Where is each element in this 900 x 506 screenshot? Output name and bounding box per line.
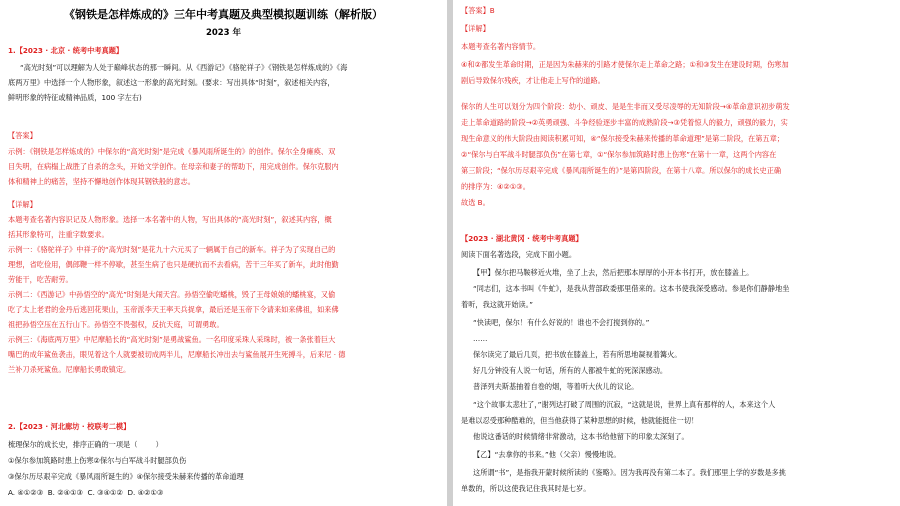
detail-line: 的排序为：④②①③。 (461, 182, 530, 191)
q3-line: 单数的，所以这使我记住我其时是七岁。 (461, 484, 591, 493)
q3-line: 这所谓“书”，是指我开蒙时候所读的《鉴略》。因为我再没有第二本了。我们那里上学的岁数是多挑 (473, 468, 786, 477)
q2-line: ③保尔历尽艰辛完成《暴风雨所诞生的》④保尔接受朱赫来传播的革命道理 (8, 472, 244, 481)
answer-line: 体和精神上的痛苦，坚持不懈地创作体现其钢铁般的意志。 (8, 177, 195, 186)
left-page (0, 0, 447, 506)
detail-label: 【详解】 (8, 200, 37, 209)
detail-line: 走上革命道路的阶段→②英勇顽强、斗争经验逐步丰富的成熟阶段→③凭着惊人的毅力，顽强的毅力，实 (461, 118, 788, 127)
q3-line: 着听，我这就开始读。” (461, 300, 533, 309)
q1-line: “高光时刻”可以理解为人处于巅峰状态的那一瞬间。从《西游记》《骆驼祥子》《钢铁是怎样炼成的》《海 (20, 63, 348, 72)
detail-line: 理想，省吃俭用，偶郎鞭一样不停歇，甚至生病了也只是硬抗而不去看病，苦干三年买了新车，此时他勤 (8, 260, 339, 269)
detail-line: 剧后导致保尔残疾，才让他走上写作的道路。 (461, 76, 605, 85)
detail-line: 示例二：《西游记》中孙悟空的“高光”时刻是大闹天宫。孙悟空偷吃蟠桃，毁了王母娘娘的蟠桃宴，又偷 (8, 290, 336, 299)
detail-line: 第三阶段；“保尔历尽艰辛完成《暴风雨所诞生的》”是第四阶段，在第十八章。所以保尔的成长史正确 (461, 166, 782, 175)
q2-heading: 2.【2023 · 河北廊坊 · 校联考二模】 (8, 422, 131, 431)
q3-heading: 【2023 · 湖北黄冈 · 统考中考真题】 (461, 234, 583, 243)
q3-passage-yi: 【乙】“去拿你的书来。”他（父亲）慢慢地说。 (473, 450, 621, 459)
detail-line: 故选 B。 (461, 198, 490, 207)
q1-line: 底两万里》中选择一个人物形象，叙述这一形象的高光时刻。(要求：写出具体“时刻”，叙述相关内容， (8, 78, 335, 87)
q2-options: A. ④①②③ B. ②④①③ C. ③④①② D. ④②①③ (8, 488, 164, 497)
detail-line: ②“保尔与白军战斗时腿部负伤”在第七章，①“保尔参加筑路时患上伤寒”在第十一章，这两个内容在 (461, 150, 777, 159)
detail-line: 现生命意义的伟大阶段由阅读积累可知，④“保尔接受朱赫来传播的革命道理”是第二阶段，在第五章； (461, 134, 784, 143)
q3-intro: 阅读下面名著选段，完成下面小题。 (461, 250, 577, 259)
q3-line: 他说这番话的时候情绪非常激动，这本书给他留下的印象太深刻了。 (473, 432, 689, 441)
q2-line: ①保尔参加筑路时患上伤寒②保尔与白军战斗时腿部负伤 (8, 456, 187, 465)
q3-line: “这个故事太悲壮了，”谢列达打破了周围的沉寂，“这就是说，世界上真有那样的人，本来这个人 (473, 400, 776, 409)
answer-label: 【答案】B (461, 6, 495, 15)
detail-line: 保尔的人生可以划分为四个阶段：幼小、顽皮、是是生非而又受尽凌辱的无知阶段→④革命意识初步萌发 (461, 102, 790, 111)
detail-label: 【详解】 (461, 24, 490, 33)
right-page (453, 0, 900, 506)
detail-line: 示例三：《海底两万里》中尼摩船长的“高光时刻”是勇战鲨鱼。一名印度采珠人采珠时，被一条张着巨大 (8, 335, 336, 344)
detail-line: 兰补刀杀死鲨鱼。尼摩船长勇敢镇定。 (8, 365, 131, 374)
q3-line: “快读吧，保尔！有什么好说的！谁也不会打搅到你的。” (473, 318, 650, 327)
q1-line: 鲜明形象的特征或精神品质，100 字左右) (8, 93, 142, 102)
q3-passage-jia: 【甲】保尔把马鞍移近火堆，坐了上去，然后把那本厚厚的小开本书打开，放在膝盖上。 (473, 268, 754, 277)
q2-line: 梳理保尔的成长史，排序正确的一项是（ ） (8, 440, 163, 449)
document-title: 《钢铁是怎样炼成的》三年中考真题及典型模拟题训练（解析版） (64, 8, 383, 21)
q3-line: 保尔读完了最后几页，把书放在膝盖上，若有所思地凝视着篝火。 (473, 350, 682, 359)
q1-heading: 1.【2023 · 北京 · 统考中考真题】 (8, 46, 124, 55)
detail-line: 祖把孙悟空压在五行山下。孙悟空不畏强权，反抗天庭，可谓勇敢。 (8, 320, 224, 329)
detail-line: 吃了太上老君的金丹后逃回花果山，玉帝派李天王率天兵捉拿，最后还是玉帝下令请来如来佛祖，如来佛 (8, 305, 339, 314)
q3-line: 普泽列夫斯基抽着自卷的烟，等着听大伙儿的议论。 (473, 382, 639, 391)
detail-line: 本题考查名著内容识记及人物形象。选择一本名著中的人物，写出具体的“高光时刻”，叙述其内容，概 (8, 215, 332, 224)
answer-line: 目失明，在病榻上战胜了自杀的念头，开始文学创作。在母亲和妻子的帮助下，用完成创作。保尔克服内 (8, 162, 339, 171)
q3-line: …… (473, 334, 488, 343)
detail-line: 括其形象特可，注重字数要求。 (8, 230, 109, 239)
answer-line: 示例：《钢铁是怎样炼成的》中保尔的“高光时刻”是完成《暴风雨所诞生的》的创作。保尔全身瘫痪、双 (8, 147, 336, 156)
year-heading: 2023 年 (205, 28, 242, 38)
detail-intro: 本题考查名著内容情节。 (461, 42, 541, 51)
detail-line: ④和②都发生革命时期，正是因为朱赫来的引路才使保尔走上革命之路；①和③发生在建设时期，伤寒加 (461, 60, 789, 69)
answer-label: 【答案】 (8, 131, 37, 140)
detail-line: 劳能干，吃苦耐劳。 (8, 275, 73, 284)
detail-line: 示例一：《骆驼祥子》中祥子的“高光时刻”是花九十六元买了一辆属于自己的新车。祥子为了实现自己的 (8, 245, 336, 254)
q3-line: “同志们，这本书叫《牛虻》，是我从营部政委那里借来的。这本书使我深受感动。参是你们静静地坐 (473, 284, 790, 293)
q3-line: 是难以忍受那种酷难的，但当他获得了某种思想的时候，他就能挺住一切！ (461, 416, 699, 425)
q3-line: 好几分钟没有人说一句话，所有的人都被牛虻的死深深感动。 (473, 366, 668, 375)
detail-line: 嘴巴的成年鲨鱼袭击，眼见着这个人就要被切成两半儿，尼摩船长冲出去与鲨鱼展开生死搏斗，后来尼 · 德 (8, 350, 346, 359)
